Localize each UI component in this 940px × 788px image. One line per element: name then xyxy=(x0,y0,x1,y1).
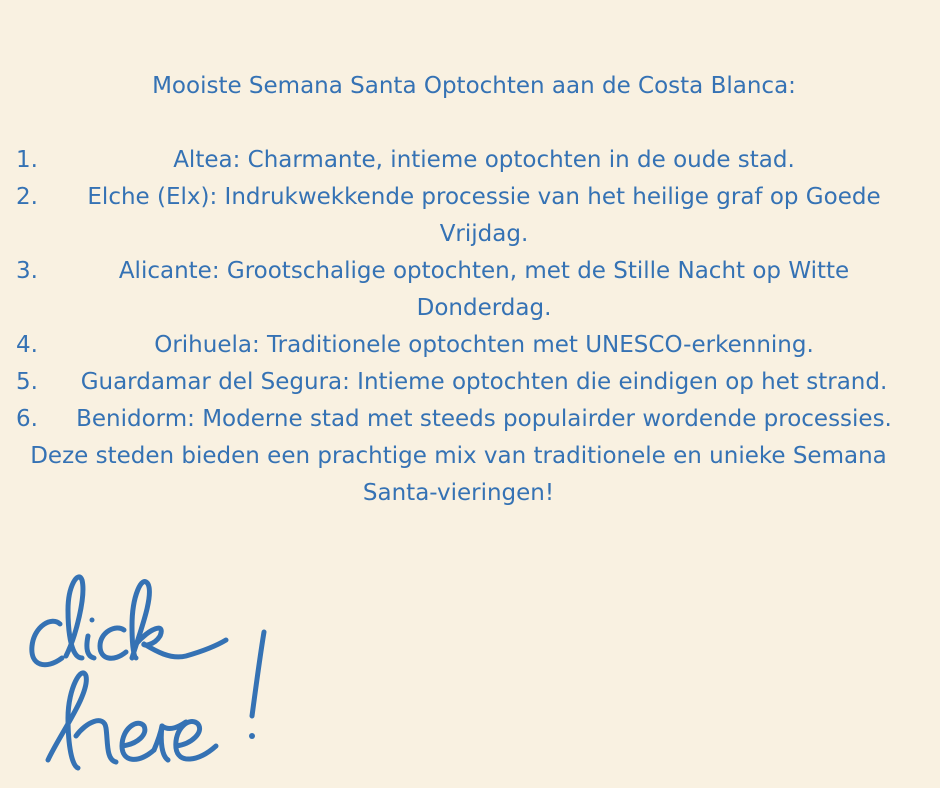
spacer xyxy=(16,105,912,142)
list-item-number: 1. xyxy=(16,147,38,173)
processions-list xyxy=(16,142,912,438)
list-item-text: Orihuela: Traditionele optochten met UNESCO-erkenning. xyxy=(154,332,814,358)
main-content xyxy=(16,68,912,512)
list-item-number: 2. xyxy=(16,184,38,210)
list-item xyxy=(16,142,912,179)
list-item-text: Guardamar del Segura: Intieme optochten die eindigen op het strand. xyxy=(80,369,888,395)
list-item-text: Altea: Charmante, intieme optochten in de oude stad. xyxy=(173,147,795,173)
page-title: Mooiste Semana Santa Optochten aan de Costa Blanca: xyxy=(152,73,796,99)
click-here-lettering[interactable] xyxy=(20,566,285,781)
list-item xyxy=(16,253,912,327)
list-item-number: 4. xyxy=(16,332,38,358)
list-item-text: Elche (Elx): Indrukwekkende processie van het heilige graf op Goede Vrijdag. xyxy=(87,184,881,247)
closing-text: Deze steden bieden een prachtige mix van traditionele en unieke Semana Santa-vieringen! xyxy=(30,443,887,506)
list-item xyxy=(16,179,912,253)
list-item xyxy=(16,364,912,401)
list-item-number: 3. xyxy=(16,258,38,284)
list-item xyxy=(16,401,912,438)
list-item xyxy=(16,327,912,364)
list-item-number: 6. xyxy=(16,406,38,432)
list-item-number: 5. xyxy=(16,369,38,395)
list-item-text: Alicante: Grootschalige optochten, met de Stille Nacht op Witte Donderdag. xyxy=(118,258,850,321)
list-item-text: Benidorm: Moderne stad met steeds populairder wordende processies. xyxy=(76,406,892,432)
